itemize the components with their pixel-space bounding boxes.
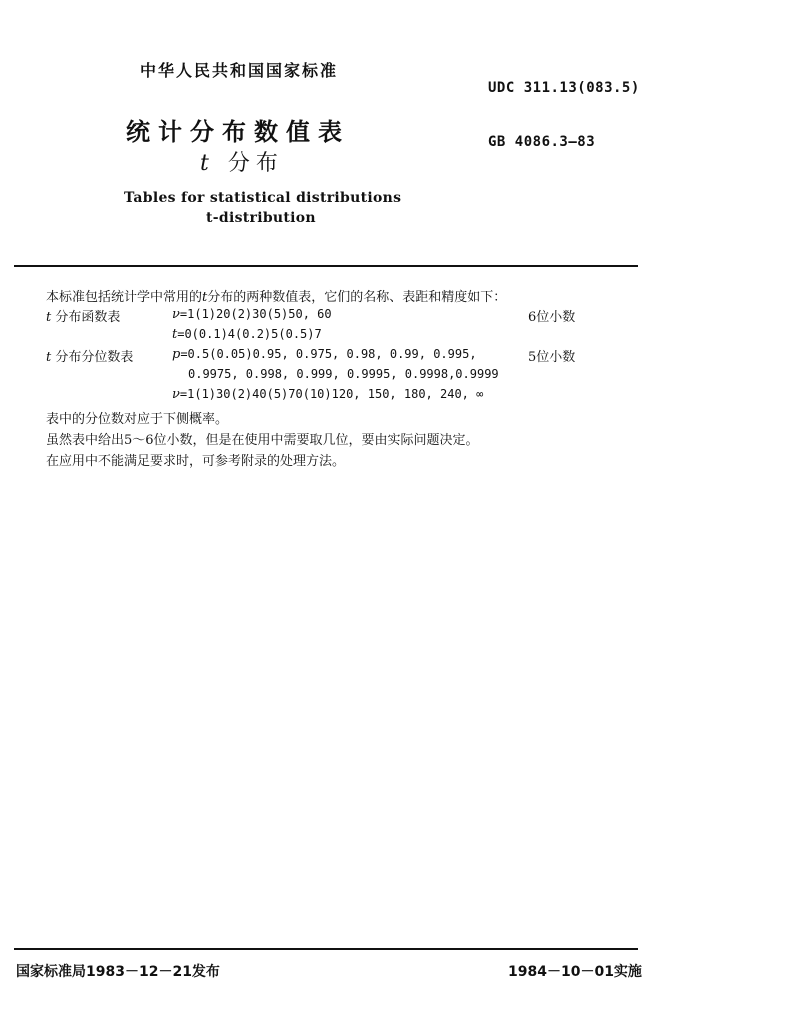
intro-paragraph <box>46 286 506 305</box>
standard-name: 中华人民共和国国家标准 <box>140 61 339 80</box>
row2-name-text: 分布分位数表 <box>55 350 134 365</box>
gb-code: GB 4086.3—83 <box>488 134 596 150</box>
bottom-divider <box>14 948 638 950</box>
effective-date: 1984－10－01实施 <box>508 964 642 980</box>
row1-precision: 6位小数 <box>528 310 576 325</box>
row1-t-range <box>172 327 322 342</box>
title-t-text: 分布 <box>227 151 284 176</box>
top-divider <box>14 265 638 267</box>
title-chinese: 统计分布数值表 <box>126 118 350 146</box>
row2-precision: 5位小数 <box>528 350 576 365</box>
title-english-line2: t-distribution <box>206 210 316 226</box>
row2-p-symbol: p <box>172 347 181 362</box>
note-decimal-places: 虽然表中给出5～6位小数，但是在使用中需要取几位，要由实际问题决定。 <box>46 433 479 448</box>
row2-t-symbol: t <box>46 350 52 365</box>
row1-name <box>46 306 120 325</box>
row2-p-range <box>172 347 477 362</box>
row1-t-symbol: t <box>46 310 52 325</box>
row2-p-values-line2: 0.9975, 0.998, 0.999, 0.9995, 0.9998,0.9999 <box>188 367 499 381</box>
intro-before: 本标准包括统计学中常用的 <box>46 290 203 305</box>
row1-t-values: =0(0.1)4(0.2)5(0.5)7 <box>177 327 322 341</box>
row1-nu-values: =1(1)20(2)30(5)50, 60 <box>179 307 332 321</box>
row2-nu-values: =1(1)30(2)40(5)70(10)120, 150, 180, 240, ∞ <box>179 387 484 401</box>
row2-nu-range <box>172 387 483 402</box>
title-t-symbol: t <box>200 151 215 176</box>
row2-p-range-continued <box>188 367 499 382</box>
note-lower-probability: 表中的分位数对应于下侧概率。 <box>46 412 229 427</box>
row2-nu-symbol: ν <box>172 387 180 402</box>
intro-after: 分布的两种数值表，它们的名称、表距和精度如下： <box>207 290 507 305</box>
row1-name-text: 分布函数表 <box>55 310 121 325</box>
row2-name <box>46 346 133 365</box>
row1-nu-symbol: ν <box>172 307 180 322</box>
intro-t-symbol: t <box>202 290 208 305</box>
row1-nu-range <box>172 307 332 322</box>
issued-date: 国家标准局1983－12－21发布 <box>16 964 220 980</box>
udc-code: UDC 311.13(083.5) <box>488 80 640 96</box>
row2-p-values-line1: =0.5(0.05)0.95, 0.975, 0.98, 0.99, 0.995, <box>180 347 477 361</box>
note-appendix: 在应用中不能满足要求时，可参考附录的处理方法。 <box>46 454 346 469</box>
row1-t-range-symbol: t <box>172 327 178 342</box>
title-english-line1: Tables for statistical distributions <box>124 190 402 206</box>
title-t-distribution <box>200 146 284 177</box>
